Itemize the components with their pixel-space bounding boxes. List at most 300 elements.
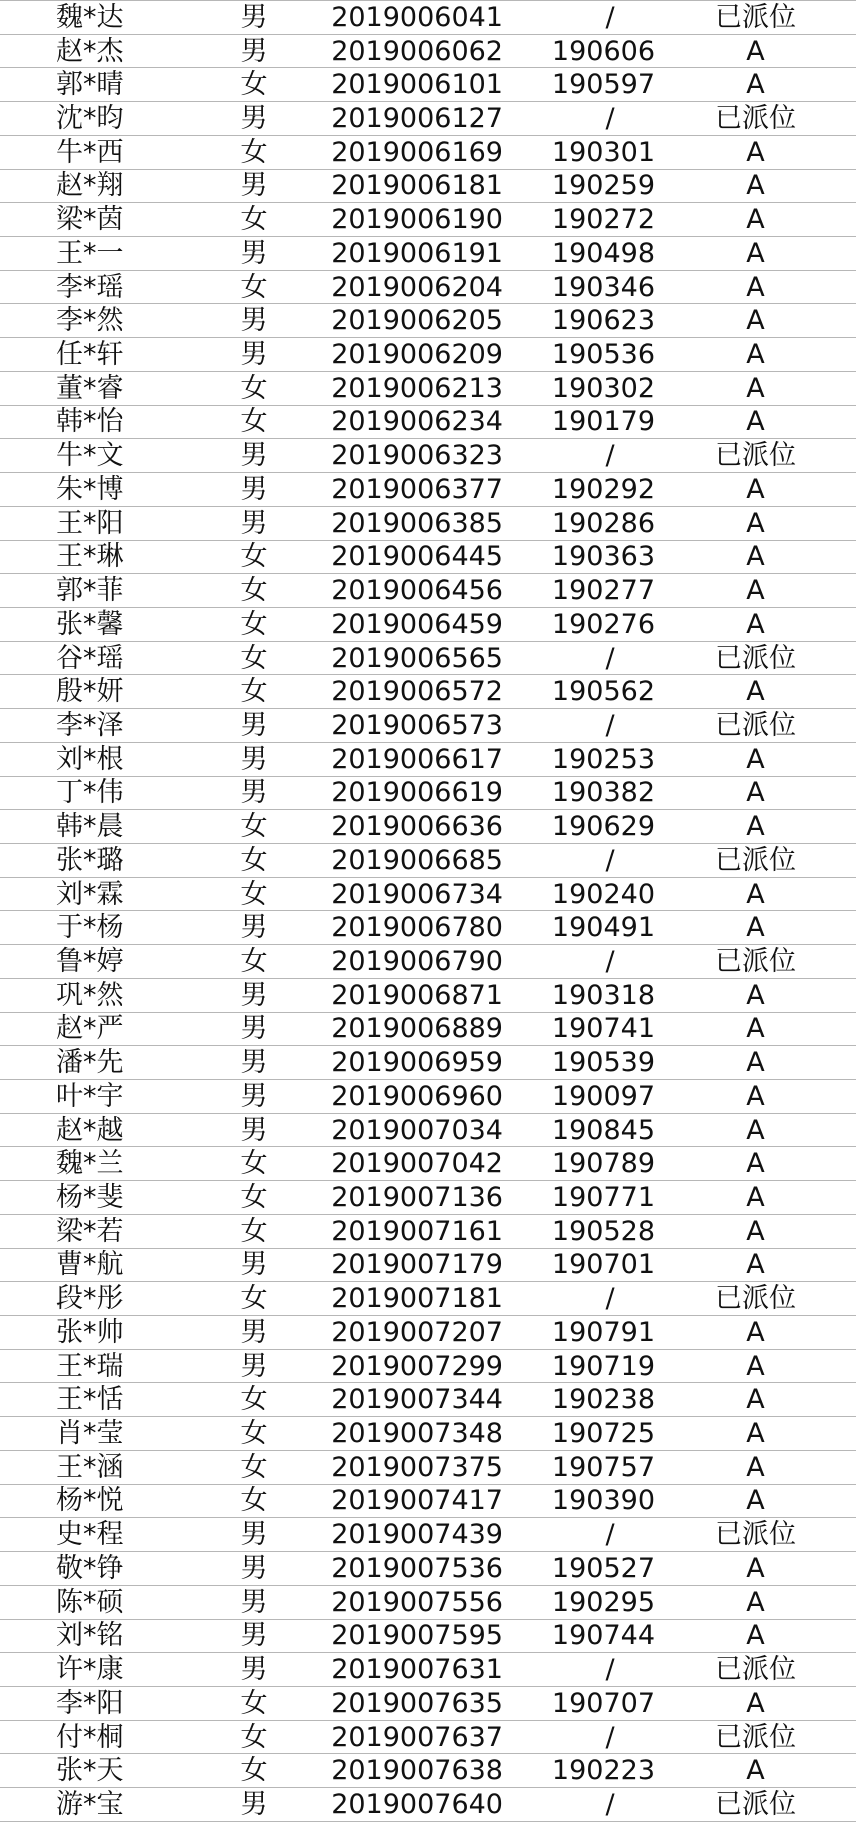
student-id-cell: 2019006377 — [315, 473, 505, 507]
table-row — [0, 1147, 856, 1181]
gender-cell: 男 — [193, 1585, 315, 1619]
gender-cell: 女 — [193, 405, 315, 439]
name-cell: 谷*瑶 — [0, 641, 193, 675]
seat-number-cell: 190845 — [505, 1113, 655, 1147]
seat-number-cell: 190757 — [505, 1450, 655, 1484]
status-cell: 已派位 — [655, 1518, 856, 1552]
table-row — [0, 1720, 856, 1754]
name-cell: 史*程 — [0, 1518, 193, 1552]
seat-number-cell: / — [505, 439, 655, 473]
name-cell: 董*睿 — [0, 371, 193, 405]
student-id-cell: 2019006445 — [315, 540, 505, 574]
status-cell: A — [655, 34, 856, 68]
student-id-cell: 2019006062 — [315, 34, 505, 68]
student-id-cell: 2019006209 — [315, 338, 505, 372]
gender-cell: 女 — [193, 1383, 315, 1417]
seat-number-cell: 190272 — [505, 203, 655, 237]
status-cell: A — [655, 810, 856, 844]
student-id-cell: 2019007207 — [315, 1316, 505, 1350]
name-cell: 刘*霖 — [0, 877, 193, 911]
name-cell: 王*阳 — [0, 506, 193, 540]
gender-cell: 女 — [193, 574, 315, 608]
name-cell: 李*泽 — [0, 709, 193, 743]
gender-cell: 女 — [193, 1147, 315, 1181]
gender-cell: 女 — [193, 843, 315, 877]
status-cell: A — [655, 1214, 856, 1248]
table-row — [0, 1012, 856, 1046]
name-cell: 牛*西 — [0, 135, 193, 169]
table-row — [0, 1552, 856, 1586]
seat-number-cell: 190240 — [505, 877, 655, 911]
name-cell: 王*琳 — [0, 540, 193, 574]
table-row — [0, 1585, 856, 1619]
status-cell: 已派位 — [655, 1282, 856, 1316]
table-row — [0, 135, 856, 169]
seat-number-cell: 190238 — [505, 1383, 655, 1417]
table-row — [0, 1282, 856, 1316]
seat-number-cell: 190277 — [505, 574, 655, 608]
table-row — [0, 1316, 856, 1350]
student-id-cell: 2019006101 — [315, 68, 505, 102]
student-id-cell: 2019007595 — [315, 1619, 505, 1653]
name-cell: 李*阳 — [0, 1686, 193, 1720]
table-row — [0, 439, 856, 473]
seat-number-cell: 190562 — [505, 675, 655, 709]
seat-number-cell: / — [505, 1518, 655, 1552]
status-cell: A — [655, 1046, 856, 1080]
student-id-cell: 2019006685 — [315, 843, 505, 877]
name-cell: 潘*先 — [0, 1046, 193, 1080]
table-row — [0, 237, 856, 271]
seat-number-cell: 190744 — [505, 1619, 655, 1653]
status-cell: 已派位 — [655, 709, 856, 743]
student-id-cell: 2019007556 — [315, 1585, 505, 1619]
seat-number-cell: 190286 — [505, 506, 655, 540]
seat-number-cell: 190259 — [505, 169, 655, 203]
status-cell: A — [655, 506, 856, 540]
status-cell: A — [655, 1181, 856, 1215]
student-id-cell: 2019006871 — [315, 978, 505, 1012]
seat-number-cell: 190707 — [505, 1686, 655, 1720]
gender-cell: 女 — [193, 68, 315, 102]
name-cell: 李*然 — [0, 304, 193, 338]
table-row — [0, 473, 856, 507]
gender-cell: 女 — [193, 810, 315, 844]
student-id-cell: 2019006572 — [315, 675, 505, 709]
table-row — [0, 1046, 856, 1080]
gender-cell: 男 — [193, 338, 315, 372]
seat-number-cell: 190295 — [505, 1585, 655, 1619]
table-body — [0, 1, 856, 1822]
student-id-cell: 2019006041 — [315, 1, 505, 35]
gender-cell: 男 — [193, 473, 315, 507]
seat-number-cell: 190791 — [505, 1316, 655, 1350]
status-cell: A — [655, 911, 856, 945]
name-cell: 许*康 — [0, 1653, 193, 1687]
gender-cell: 男 — [193, 776, 315, 810]
seat-number-cell: 190539 — [505, 1046, 655, 1080]
seat-number-cell: 190318 — [505, 978, 655, 1012]
gender-cell: 男 — [193, 304, 315, 338]
gender-cell: 男 — [193, 1, 315, 35]
seat-number-cell: / — [505, 1788, 655, 1822]
table-row — [0, 911, 856, 945]
gender-cell: 男 — [193, 1788, 315, 1822]
seat-number-cell: / — [505, 641, 655, 675]
gender-cell: 男 — [193, 169, 315, 203]
student-id-cell: 2019006190 — [315, 203, 505, 237]
name-cell: 任*轩 — [0, 338, 193, 372]
seat-number-cell: / — [505, 1, 655, 35]
table-row — [0, 304, 856, 338]
gender-cell: 女 — [193, 270, 315, 304]
gender-cell: 男 — [193, 1080, 315, 1114]
student-id-cell: 2019006565 — [315, 641, 505, 675]
student-id-cell: 2019006456 — [315, 574, 505, 608]
name-cell: 牛*文 — [0, 439, 193, 473]
gender-cell: 男 — [193, 1518, 315, 1552]
table-row — [0, 1450, 856, 1484]
gender-cell: 女 — [193, 1181, 315, 1215]
table-row — [0, 574, 856, 608]
student-id-cell: 2019007161 — [315, 1214, 505, 1248]
student-id-cell: 2019006169 — [315, 135, 505, 169]
name-cell: 王*涵 — [0, 1450, 193, 1484]
table-row — [0, 1484, 856, 1518]
gender-cell: 女 — [193, 1417, 315, 1451]
gender-cell: 女 — [193, 1686, 315, 1720]
gender-cell: 男 — [193, 1552, 315, 1586]
table-row — [0, 506, 856, 540]
seat-number-cell: 190097 — [505, 1080, 655, 1114]
name-cell: 杨*斐 — [0, 1181, 193, 1215]
table-row — [0, 607, 856, 641]
status-cell: A — [655, 68, 856, 102]
name-cell: 王*瑞 — [0, 1349, 193, 1383]
name-cell: 魏*兰 — [0, 1147, 193, 1181]
table-row — [0, 270, 856, 304]
gender-cell: 男 — [193, 911, 315, 945]
status-cell: A — [655, 540, 856, 574]
table-row — [0, 843, 856, 877]
table-row — [0, 776, 856, 810]
student-id-cell: 2019006234 — [315, 405, 505, 439]
status-cell: 已派位 — [655, 641, 856, 675]
status-cell: A — [655, 574, 856, 608]
name-cell: 李*瑶 — [0, 270, 193, 304]
status-cell: 已派位 — [655, 945, 856, 979]
seat-number-cell: / — [505, 102, 655, 136]
seat-number-cell: 190629 — [505, 810, 655, 844]
seat-number-cell: / — [505, 1653, 655, 1687]
student-id-cell: 2019006127 — [315, 102, 505, 136]
gender-cell: 男 — [193, 34, 315, 68]
name-cell: 沈*昀 — [0, 102, 193, 136]
student-id-cell: 2019007136 — [315, 1181, 505, 1215]
name-cell: 张*璐 — [0, 843, 193, 877]
gender-cell: 男 — [193, 1012, 315, 1046]
gender-cell: 男 — [193, 439, 315, 473]
table-row — [0, 1349, 856, 1383]
table-row — [0, 371, 856, 405]
gender-cell: 男 — [193, 1316, 315, 1350]
table-row — [0, 810, 856, 844]
gender-cell: 男 — [193, 1248, 315, 1282]
status-cell: 已派位 — [655, 843, 856, 877]
student-id-cell: 2019007536 — [315, 1552, 505, 1586]
student-id-cell: 2019006205 — [315, 304, 505, 338]
seat-number-cell: 190253 — [505, 742, 655, 776]
status-cell: A — [655, 1552, 856, 1586]
name-cell: 巩*然 — [0, 978, 193, 1012]
status-cell: A — [655, 1248, 856, 1282]
student-id-cell: 2019006617 — [315, 742, 505, 776]
name-cell: 段*彤 — [0, 1282, 193, 1316]
student-id-cell: 2019006960 — [315, 1080, 505, 1114]
status-cell: A — [655, 877, 856, 911]
status-cell: A — [655, 742, 856, 776]
gender-cell: 女 — [193, 371, 315, 405]
status-cell: A — [655, 1484, 856, 1518]
name-cell: 刘*根 — [0, 742, 193, 776]
gender-cell: 男 — [193, 742, 315, 776]
status-cell: A — [655, 675, 856, 709]
name-cell: 张*帅 — [0, 1316, 193, 1350]
seat-number-cell: 190276 — [505, 607, 655, 641]
name-cell: 韩*晨 — [0, 810, 193, 844]
name-cell: 陈*硕 — [0, 1585, 193, 1619]
table-row — [0, 338, 856, 372]
table-row — [0, 1619, 856, 1653]
seat-number-cell: / — [505, 1282, 655, 1316]
name-cell: 赵*越 — [0, 1113, 193, 1147]
seat-number-cell: 190623 — [505, 304, 655, 338]
student-id-cell: 2019006385 — [315, 506, 505, 540]
name-cell: 王*恬 — [0, 1383, 193, 1417]
student-id-cell: 2019007042 — [315, 1147, 505, 1181]
seat-number-cell: 190498 — [505, 237, 655, 271]
name-cell: 张*馨 — [0, 607, 193, 641]
table-row — [0, 945, 856, 979]
seat-number-cell: / — [505, 945, 655, 979]
status-cell: 已派位 — [655, 1720, 856, 1754]
name-cell: 鲁*婷 — [0, 945, 193, 979]
gender-cell: 女 — [193, 607, 315, 641]
name-cell: 杨*悦 — [0, 1484, 193, 1518]
status-cell: A — [655, 1012, 856, 1046]
table-row — [0, 1518, 856, 1552]
student-id-cell: 2019006573 — [315, 709, 505, 743]
status-cell: 已派位 — [655, 102, 856, 136]
table-row — [0, 1788, 856, 1822]
name-cell: 朱*博 — [0, 473, 193, 507]
gender-cell: 男 — [193, 1653, 315, 1687]
gender-cell: 女 — [193, 1720, 315, 1754]
table-row — [0, 34, 856, 68]
status-cell: A — [655, 338, 856, 372]
seat-number-cell: 190302 — [505, 371, 655, 405]
status-cell: A — [655, 978, 856, 1012]
seat-number-cell: 190491 — [505, 911, 655, 945]
gender-cell: 女 — [193, 1754, 315, 1788]
seat-number-cell: 190597 — [505, 68, 655, 102]
seat-number-cell: 190719 — [505, 1349, 655, 1383]
status-cell: A — [655, 1383, 856, 1417]
student-id-cell: 2019006213 — [315, 371, 505, 405]
table-row — [0, 1686, 856, 1720]
seat-number-cell: / — [505, 1720, 655, 1754]
name-cell: 曹*航 — [0, 1248, 193, 1282]
status-cell: 已派位 — [655, 439, 856, 473]
status-cell: A — [655, 776, 856, 810]
status-cell: 已派位 — [655, 1, 856, 35]
gender-cell: 女 — [193, 641, 315, 675]
table-row — [0, 675, 856, 709]
name-cell: 殷*妍 — [0, 675, 193, 709]
table-row — [0, 641, 856, 675]
student-id-cell: 2019006204 — [315, 270, 505, 304]
student-id-cell: 2019006323 — [315, 439, 505, 473]
student-id-cell: 2019006619 — [315, 776, 505, 810]
status-cell: 已派位 — [655, 1788, 856, 1822]
seat-number-cell: 190701 — [505, 1248, 655, 1282]
table-row — [0, 1080, 856, 1114]
student-id-cell: 2019007638 — [315, 1754, 505, 1788]
seat-number-cell: / — [505, 843, 655, 877]
seat-number-cell: 190179 — [505, 405, 655, 439]
student-id-cell: 2019006959 — [315, 1046, 505, 1080]
name-cell: 肖*莹 — [0, 1417, 193, 1451]
student-id-cell: 2019007640 — [315, 1788, 505, 1822]
student-id-cell: 2019007631 — [315, 1653, 505, 1687]
gender-cell: 女 — [193, 877, 315, 911]
name-cell: 付*桐 — [0, 1720, 193, 1754]
name-cell: 游*宝 — [0, 1788, 193, 1822]
table-row — [0, 102, 856, 136]
status-cell: A — [655, 371, 856, 405]
seat-number-cell: 190363 — [505, 540, 655, 574]
table-row — [0, 540, 856, 574]
status-cell: A — [655, 270, 856, 304]
seat-number-cell: 190292 — [505, 473, 655, 507]
seat-number-cell: 190527 — [505, 1552, 655, 1586]
seat-number-cell: 190725 — [505, 1417, 655, 1451]
gender-cell: 女 — [193, 945, 315, 979]
name-cell: 梁*若 — [0, 1214, 193, 1248]
table-row — [0, 169, 856, 203]
name-cell: 郭*菲 — [0, 574, 193, 608]
status-cell: A — [655, 237, 856, 271]
student-id-cell: 2019007344 — [315, 1383, 505, 1417]
name-cell: 韩*怡 — [0, 405, 193, 439]
name-cell: 于*杨 — [0, 911, 193, 945]
status-cell: A — [655, 1450, 856, 1484]
gender-cell: 女 — [193, 1450, 315, 1484]
seat-number-cell: 190536 — [505, 338, 655, 372]
status-cell: A — [655, 1147, 856, 1181]
gender-cell: 男 — [193, 102, 315, 136]
seat-number-cell: 190223 — [505, 1754, 655, 1788]
student-id-cell: 2019007299 — [315, 1349, 505, 1383]
student-id-cell: 2019006459 — [315, 607, 505, 641]
status-cell: A — [655, 1080, 856, 1114]
gender-cell: 女 — [193, 203, 315, 237]
name-cell: 丁*伟 — [0, 776, 193, 810]
name-cell: 刘*铭 — [0, 1619, 193, 1653]
student-id-cell: 2019006790 — [315, 945, 505, 979]
table-row — [0, 1383, 856, 1417]
name-cell: 赵*杰 — [0, 34, 193, 68]
student-id-cell: 2019006780 — [315, 911, 505, 945]
student-id-cell: 2019007179 — [315, 1248, 505, 1282]
seat-number-cell: 190606 — [505, 34, 655, 68]
student-id-cell: 2019007181 — [315, 1282, 505, 1316]
gender-cell: 男 — [193, 1046, 315, 1080]
table-row — [0, 1653, 856, 1687]
status-cell: A — [655, 405, 856, 439]
table-row — [0, 1248, 856, 1282]
status-cell: 已派位 — [655, 1653, 856, 1687]
gender-cell: 女 — [193, 1484, 315, 1518]
status-cell: A — [655, 1316, 856, 1350]
seat-number-cell: 190741 — [505, 1012, 655, 1046]
table-row — [0, 203, 856, 237]
table-row — [0, 877, 856, 911]
name-cell: 王*一 — [0, 237, 193, 271]
gender-cell: 女 — [193, 675, 315, 709]
gender-cell: 男 — [193, 978, 315, 1012]
student-id-cell: 2019007635 — [315, 1686, 505, 1720]
seat-number-cell: 190771 — [505, 1181, 655, 1215]
student-id-cell: 2019007348 — [315, 1417, 505, 1451]
table-row — [0, 1113, 856, 1147]
gender-cell: 女 — [193, 1282, 315, 1316]
student-id-cell: 2019007375 — [315, 1450, 505, 1484]
seat-number-cell: 190528 — [505, 1214, 655, 1248]
status-cell: A — [655, 304, 856, 338]
student-id-cell: 2019007034 — [315, 1113, 505, 1147]
table-row — [0, 1417, 856, 1451]
table-row — [0, 1754, 856, 1788]
status-cell: A — [655, 607, 856, 641]
student-id-cell: 2019006191 — [315, 237, 505, 271]
name-cell: 魏*达 — [0, 1, 193, 35]
table-row — [0, 1, 856, 35]
gender-cell: 女 — [193, 135, 315, 169]
status-cell: A — [655, 1585, 856, 1619]
status-cell: A — [655, 1113, 856, 1147]
seat-number-cell: 190346 — [505, 270, 655, 304]
student-id-cell: 2019006636 — [315, 810, 505, 844]
table-row — [0, 709, 856, 743]
status-cell: A — [655, 1417, 856, 1451]
status-cell: A — [655, 1754, 856, 1788]
status-cell: A — [655, 1349, 856, 1383]
student-id-cell: 2019006734 — [315, 877, 505, 911]
seat-number-cell: 190390 — [505, 1484, 655, 1518]
name-cell: 赵*严 — [0, 1012, 193, 1046]
status-cell: A — [655, 1619, 856, 1653]
name-cell: 赵*翔 — [0, 169, 193, 203]
gender-cell: 女 — [193, 1214, 315, 1248]
status-cell: A — [655, 203, 856, 237]
student-id-cell: 2019007417 — [315, 1484, 505, 1518]
status-cell: A — [655, 169, 856, 203]
gender-cell: 男 — [193, 1619, 315, 1653]
gender-cell: 男 — [193, 1113, 315, 1147]
gender-cell: 男 — [193, 709, 315, 743]
name-cell: 张*天 — [0, 1754, 193, 1788]
